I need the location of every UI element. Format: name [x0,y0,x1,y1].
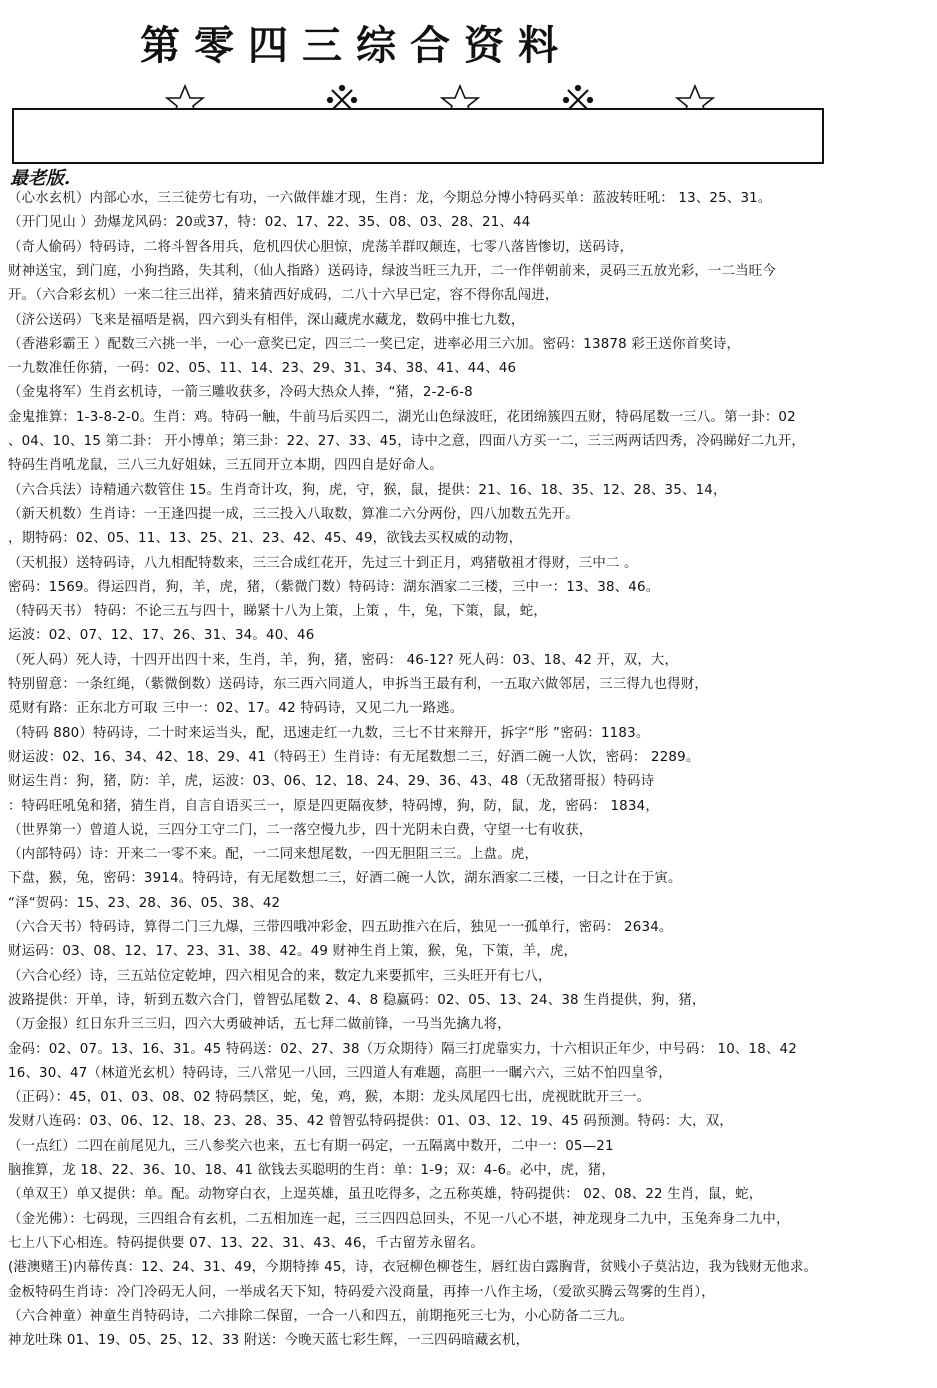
text-line: （新天机数）生肖诗：一王逢四提一成，三三投入八取数，算准二六分两份，四八加数五先开。 [8,506,579,522]
text-line: 财运波：02、16、34、42、18、29、41（特码王）生肖诗：有无尾数想二三，好酒二碗一人饮，密码： 2289。 [8,749,700,765]
text-line: （天机报）送特码诗，八九相配特数来，三三合成红花开，先过三十到正月，鸡猪敬祖才得财，三中二 。 [8,555,638,571]
text-line: ，期特码：02、05、11、13、25、21、23、42、45、49，欲钱去买权威的动物， [8,531,523,547]
text-line: 脑推算，龙 18、22、36、10、18、41 欲钱去买聪明的生肖：单：1-9；双：4-6。必中，虎，猪， [8,1163,615,1178]
text-line: （一点红）二四在前尾见九，三八参奖六也来，五七有期一码定，一五隔离中数开，二中一：05—21 [8,1138,614,1154]
text-line: 密码：1569。得运四肖，狗，羊，虎，猪，（紫微门数）特码诗：湖东酒家二三楼，三中一：13、38、46。 [8,579,660,595]
text-line: 金码：02、07。13、16、31。45 特码送：02、27、38（万众期待）隔三打虎靠实力，十六相识正年少，中号码： 10、18、42 [8,1041,797,1057]
text-line: 七上八下心相连。特码提供要 07、13、22、31、43、46，千古留芳永留名。 [8,1235,485,1251]
text-line: (港澳赌王)内幕传真：12、24、31、49，今期特捧 45，诗，衣冠柳色柳苍生，唇红齿白露胸背，贫贱小子莫沾边，我为钱财无他求。 [8,1260,818,1276]
text-line: （心水玄机）内部心水，三三徒劳七有功，一六做伴雄才现，生肖：龙，今期总分博小特码买单：蓝波转旺吼： 13、25、31。 [8,191,772,206]
text-line: （世界第一）曾道人说，三四分工守二门，二一落空慢九步，四十光阴未白费，守望一七有收获， [8,822,593,838]
text-line: 特码生肖吼龙鼠，三八三九好姐妹，三五同开立本期，四四自是好命人。 [8,458,443,474]
text-line: （六合天书）特码诗，算得二门三九爆，三带四哦冲彩金，四五助推六在后，独见一一孤单行，密码： 2634。 [8,920,673,935]
text-line: （特码天书） 特码：不论三五与四十，睇紧十八为上策，上策 ，牛，兔，下策，鼠，蛇， [8,604,547,620]
text-line: （奇人偷码）特码诗，二将斗智各用兵，危机四伏心胆惊，虎荡羊群叹颠连，七零八落皆惨切，送码诗， [8,239,634,255]
text-line: 神龙吐珠 01、19、05、25、12、33 附送：今晚天蓝七彩生辉，一三四码暗藏玄机， [8,1333,530,1349]
empty-banner-box [12,108,824,164]
text-line: 金鬼推算：1-3-8-2-0。生肖：鸡。特码一触，牛前马后买四二，湖光山色绿波旺，花团绵簇四五财，特码尾数一三八。第一卦：02 [8,409,796,425]
text-line: 16、30、47（林道光玄机）特码诗，三八常见一八回，三四道人有难题，高胆一一瞩六六，三姑不怕四皇爷， [8,1065,672,1081]
text-line: 、04、10、15 第二卦： 开小博单；第三卦：22、27、33、45，诗中之意，四面八方买一二，三三两两话四秀，冷码睇好二九开， [8,434,805,449]
text-line: 特别留意：一条红绳，（紫微倒数）送码诗，东三西六同道人，申拆当王最有利，一五取六做邻居，三三得九也得财， [8,677,709,692]
text-line: （万金报）红日东升三三归，四六大勇破神话，五七拜二做前锋，一马当先擒九将， [8,1017,511,1033]
text-line: （单双王）单又提供：单。配。动物穿白衣，上逞英雄，虽丑吃得多，之五称英雄，特码提供： 02、08、22 生肖，鼠，蛇， [8,1187,763,1203]
text-line: （六合心经）诗，三五站位定乾坤，四六相见合的来，数定九来要抓牢，三头旺开有七八， [8,968,552,984]
page-title: 第零四三综合资料 [140,22,572,69]
text-line: 波路提供：开单，诗，斩到五数六合门，曾智弘尾数 2、4、8 稳赢码：02、05、13、24、38 生肖提供，狗，猪， [8,992,706,1008]
version-label: 最老版. [10,168,71,189]
text-line: 金板特码生肖诗：冷门冷码无人问，一举成名天下知，特码爱六没商量，再捧一八作主场，（爱欲买腾云驾雾的生肖）， [8,1284,715,1300]
text-line: （开门见山 ）劲爆龙风码：20或37，特：02、17、22、35、08、03、28、21、44 [8,215,531,231]
document-body [0,186,937,1386]
text-line: （金鬼将军）生肖玄机诗，一箭三雕收获多，冷码大热众人捧，“猪，2-2-6-8 [8,385,473,401]
text-line: 发财八连码：03、06、12、18、23、28、35、42 曾智弘特码提供：01、03、12、19、45 码预测。特码：大，双， [8,1114,733,1130]
text-line: （金光佛）：七码现，三四组合有玄机，二五相加连一起，三三四四总回头，不见一八心不堪，神龙现身二九中，玉兔奔身二九中， [8,1211,790,1227]
text-line: 财运码：03、08、12、17、23、31、38、42。49 财神生肖上策，猴，兔，下策，羊，虎， [8,944,578,960]
text-line: （特码 880）特码诗，二十时来运当头，配，迅速走红一九数，三七不甘来辩开，拆字“彤 ”密码：1183。 [8,725,650,741]
text-line: 开。（六合彩玄机）一来二往三出祥，猜来猜西好成码，二八十六早已定，容不得你乱闯进， [8,288,559,304]
text-line: （内部特码）诗：开来二一零不来。配，一二同来想尾数，一四无胆阻三三。上盘。虎， [8,847,539,863]
text-line: ：特码旺吼兔和猪，猜生肖，自言自语买三一，原是四更隔夜梦，特码博，狗，防，鼠，龙，密码： 1834， [8,798,659,814]
text-line: （死人码）死人诗，十四开出四十来，生肖，羊，狗，猪，密码： 46-12? 死人码：03、18、42 开，双，大， [8,652,679,668]
text-line: 觅财有路：正东北方可取 三中一：02、17。42 特码诗，又见二九一路逃。 [8,701,464,717]
text-line: 财运生肖：狗，猪，防：羊，虎，运波：03、06、12、18、24、29、36、43、48（无敌猪哥报）特码诗 [8,774,655,790]
text-line: （济公送码）飞来是福唔是祸，四六到头有相伴，深山藏虎水藏龙，数码中推七九数， [8,312,525,328]
text-line: “泽“贺码：15、23、28、36、05、38、42 [8,895,281,911]
text-line: （香港彩霸王 ）配数三六挑一半，一心一意奖已定，四三二一奖已定，进率必用三六加。密码：13878 彩王送你首奖诗， [8,336,741,352]
text-line: 财神送宝，到门庭，小狗挡路，失其利，（仙人指路）送码诗，绿波当旺三九开，二一作伴朝前来，灵码三五放光彩，一二当旺今 [8,263,776,279]
text-line: （六合兵法）诗精通六数管住 15。生肖奇计攻，狗，虎，守，猴，鼠，提供：21、16、18、35、12、28、35、14， [8,482,727,498]
text-line: 一九数准任你猜，一码：02、05、11、14、23、29、31、34、38、41、44、46 [8,361,517,377]
text-line: 下盘，猴，兔，密码：3914。特码诗，有无尾数想二三，好酒二碗一人饮，湖东酒家二三楼，一日之计在于寅。 [8,871,682,887]
text-line: 运波：02、07、12、17、26、31、34。40、46 [8,628,315,644]
text-line: （六合神童）神童生肖特码诗，二六排除二保留，一合一八和四五，前期拖死三七为，小心防备二三九。 [8,1308,634,1324]
text-line: （正码）：45，01、03、08、02 特码禁区，蛇，兔，鸡，猴，本期：龙头凤尾四七出，虎视眈眈开三一。 [8,1090,651,1106]
